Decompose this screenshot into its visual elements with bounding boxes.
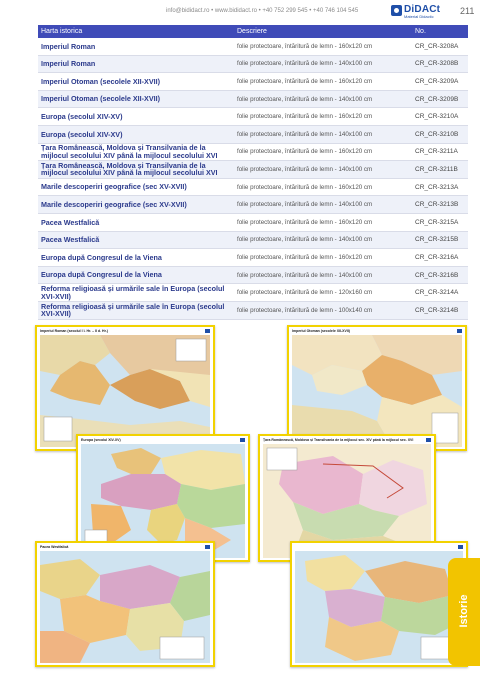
map-title-cell: Țara Românească, Moldova și Transilvania de la mijlocul secolului XIV până la mijlocul secolului XVI — [38, 161, 234, 179]
product-code-cell: CR_CR-3208A — [412, 38, 468, 55]
description-cell: folie protectoare, întăritură de lemn - 140x100 cm — [234, 125, 412, 143]
flag-icon — [240, 438, 245, 442]
product-code-cell: CR_CR-3208B — [412, 55, 468, 73]
table-row — [38, 196, 468, 214]
table-row — [38, 125, 468, 143]
description-cell: folie protectoare, întăritură de lemn - 120x160 cm — [234, 284, 412, 302]
map-title: Țara Românească, Moldova și Transilvania de la mijlocul sec. XIV până la mijlocul sec. XVI — [263, 438, 414, 442]
map-title: Imperiul Otoman (secolele XII-XVII) — [292, 329, 350, 333]
description-cell: folie protectoare, întăritură de lemn - 160x120 cm — [234, 73, 412, 91]
flag-icon — [205, 545, 210, 549]
map-title-cell: Europa (secolul XIV-XV) — [38, 125, 234, 143]
product-code-cell: CR_CR-3215A — [412, 213, 468, 231]
map-title-cell: Reforma religioasă și urmările sale în Europa (secolul XVI-XVII) — [38, 301, 234, 319]
product-code-cell: CR_CR-3214A — [412, 284, 468, 302]
table-row — [38, 231, 468, 249]
product-code-cell: CR_CR-3215B — [412, 231, 468, 249]
page-number: 211 — [460, 6, 475, 16]
map-title: Europa (secolul XIV-XV) — [81, 438, 121, 442]
map-congress-of-vienna[interactable] — [290, 541, 468, 667]
product-code-cell: CR_CR-3216B — [412, 266, 468, 284]
map-title-cell: Pacea Westfalică — [38, 231, 234, 249]
table-row — [38, 213, 468, 231]
brand-tagline: Material Didactic — [404, 14, 434, 19]
map-ottoman-empire[interactable] — [287, 325, 467, 451]
map-title-cell: Europa după Congresul de la Viena — [38, 266, 234, 284]
brand-logo[interactable] — [391, 4, 447, 20]
product-code-cell: CR_CR-3214B — [412, 301, 468, 319]
product-code-cell: CR_CR-3216A — [412, 249, 468, 267]
description-cell: folie protectoare, întăritură de lemn - 140x100 cm — [234, 231, 412, 249]
table-header-row — [38, 25, 468, 38]
description-cell: folie protectoare, întăritură de lemn - 140x100 cm — [234, 266, 412, 284]
flag-icon — [205, 329, 210, 333]
contact-info: info@bididact.ro • www.bididact.ro • +40 752 299 545 • +40 746 104 545 — [166, 8, 359, 14]
page-header — [0, 0, 480, 24]
brand-name: DiDACt — [404, 4, 441, 15]
flag-icon — [457, 329, 462, 333]
table-row — [38, 38, 468, 55]
table-row — [38, 178, 468, 196]
description-cell: folie protectoare, întăritură de lemn - 160x120 cm — [234, 213, 412, 231]
flag-icon — [458, 545, 463, 549]
table-row — [38, 73, 468, 91]
vienna-map-image — [295, 551, 463, 663]
product-code-cell: CR_CR-3209B — [412, 90, 468, 108]
map-title-cell: Imperiul Otoman (secolele XII-XVII) — [38, 90, 234, 108]
westphalia-map-image — [40, 551, 210, 663]
map-title: Pacea Westfalică — [40, 545, 69, 549]
section-tab-label: Istorie — [458, 594, 470, 628]
map-title-cell: Țara Românească, Moldova și Transilvania de la mijlocul secolului XIV până la mijlocul secolului XVI — [38, 143, 234, 161]
product-table — [38, 25, 468, 320]
map-title-cell: Imperiul Roman — [38, 55, 234, 73]
map-title-cell: Reforma religioasă și urmările sale în Europa (secolul XVI-XVII) — [38, 284, 234, 302]
table-row — [38, 143, 468, 161]
description-cell: folie protectoare, întăritură de lemn - 140x100 cm — [234, 90, 412, 108]
description-cell: folie protectoare, întăritură de lemn - 160x120 cm — [234, 178, 412, 196]
map-title-cell: Imperiul Otoman (secolele XII-XVII) — [38, 73, 234, 91]
map-peace-of-westphalia[interactable] — [35, 541, 215, 667]
product-code-cell: CR_CR-3211B — [412, 161, 468, 179]
map-title-cell: Pacea Westfalică — [38, 213, 234, 231]
table-row — [38, 301, 468, 319]
table-row — [38, 249, 468, 267]
roman-map-image — [40, 335, 210, 447]
table-row — [38, 161, 468, 179]
map-roman-empire[interactable] — [35, 325, 215, 451]
product-code-cell: CR_CR-3211A — [412, 143, 468, 161]
table-row — [38, 108, 468, 126]
column-header-description: Descriere — [234, 25, 412, 38]
table-row — [38, 284, 468, 302]
description-cell: folie protectoare, întăritură de lemn - 100x140 cm — [234, 301, 412, 319]
product-code-cell: CR_CR-3210B — [412, 125, 468, 143]
description-cell: folie protectoare, întăritură de lemn - 140x100 cm — [234, 161, 412, 179]
table-row — [38, 266, 468, 284]
description-cell: folie protectoare, întăritură de lemn - 140x100 cm — [234, 55, 412, 73]
description-cell: folie protectoare, întăritură de lemn - 160x120 cm — [234, 249, 412, 267]
map-title: Imperiul Roman (secolul I î. Hr. – II d. Hr.) — [40, 329, 108, 333]
flag-icon — [426, 438, 431, 442]
ottoman-map-image — [292, 335, 462, 447]
logo-icon — [391, 5, 402, 16]
map-title-cell: Europa (secolul XIV-XV) — [38, 108, 234, 126]
map-title-cell: Imperiul Roman — [38, 38, 234, 55]
column-header-map: Harta istorica — [38, 25, 234, 38]
product-code-cell: CR_CR-3213A — [412, 178, 468, 196]
description-cell: folie protectoare, întăritură de lemn - 160x120 cm — [234, 38, 412, 55]
product-code-cell: CR_CR-3210A — [412, 108, 468, 126]
column-header-number: No. — [412, 25, 468, 38]
table-row — [38, 90, 468, 108]
description-cell: folie protectoare, întăritură de lemn - 160x120 cm — [234, 108, 412, 126]
section-tab[interactable] — [448, 558, 480, 666]
description-cell: folie protectoare, întăritură de lemn - 160x120 cm — [234, 143, 412, 161]
description-cell: folie protectoare, întăritură de lemn - 140x100 cm — [234, 196, 412, 214]
map-title-cell: Europa după Congresul de la Viena — [38, 249, 234, 267]
product-code-cell: CR_CR-3209A — [412, 73, 468, 91]
product-code-cell: CR_CR-3213B — [412, 196, 468, 214]
map-title-cell: Marile descoperiri geografice (sec XV-XVII) — [38, 196, 234, 214]
map-title-cell: Marile descoperiri geografice (sec XV-XVII) — [38, 178, 234, 196]
table-row — [38, 55, 468, 73]
